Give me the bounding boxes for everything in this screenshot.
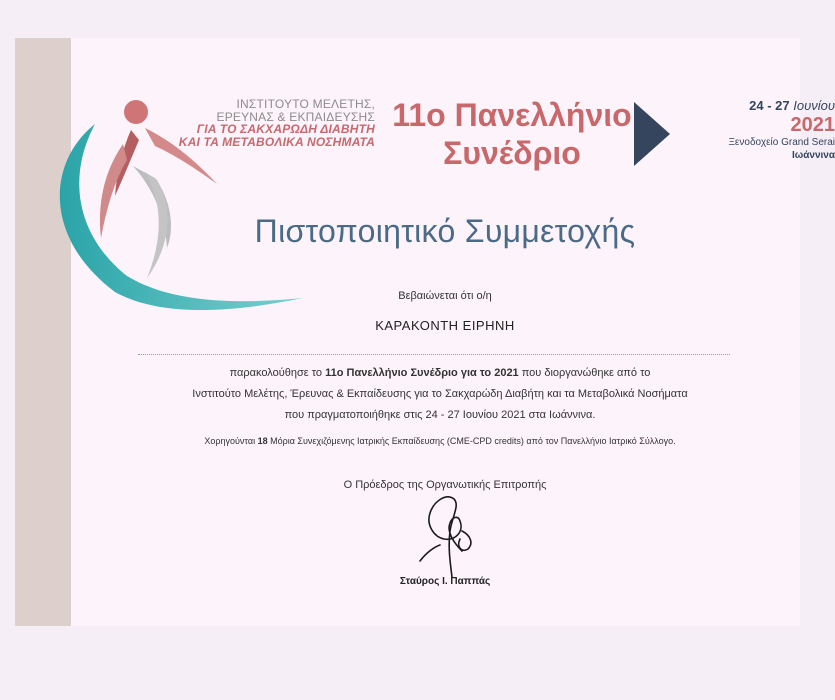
institute-line-4: ΚΑΙ ΤΑ ΜΕΤΑΒΟΛΙΚΑ ΝΟΣΗΜΑΤΑ [178, 134, 375, 149]
conference-title [387, 96, 637, 172]
signature-icon [400, 491, 490, 579]
play-arrow-icon [634, 102, 670, 166]
certificate [15, 38, 835, 626]
conference-date-block [675, 98, 835, 162]
certify-text: Βεβαιώνεται ότι ο/η [398, 290, 492, 302]
credits-text [115, 436, 765, 446]
body-pre: παρακολούθησε το [229, 367, 326, 379]
credits-count: 18 [257, 436, 268, 446]
conference-venue: Ξενοδοχείο Grand Serai [728, 137, 835, 148]
conference-month: Ιουνίου [793, 98, 835, 113]
president-role: Ο Πρόεδρος της Οργανωτικής Επιτροπής [343, 479, 547, 491]
body-post: που διοργανώθηκε από το [518, 367, 651, 379]
credits-post: Μόρια Συνεχιζόμενης Ιατρικής Εκπαίδευσης (CME-CPD credits) από τον Πανελλήνιο Ιατρικό Σύλλογο. [267, 436, 676, 446]
institute-line-1: ΙΝΣΤΙΤΟΥΤΟ ΜΕΛΕΤΗΣ, [236, 97, 375, 111]
body-bold: 11ο Πανελλήνιο Συνέδριο για το 2021 [325, 367, 519, 379]
conference-title-line-1: 11ο Πανελλήνιο [392, 97, 632, 133]
president-name: Σταύρος Ι. Παππάς [399, 576, 491, 587]
institute-name [135, 98, 375, 148]
body-line-3: που πραγματοποιήθηκε στις 24 - 27 Ιουνίου 2021 στα Ιωάννινα. [284, 409, 596, 421]
conference-days: 24 - 27 [749, 98, 790, 113]
conference-dates [675, 98, 835, 114]
recipient-name: ΚΑΡΑΚΟΝΤΗ ΕΙΡΗΝΗ [375, 318, 515, 333]
body-line-1 [115, 363, 765, 384]
credits-pre: Χορηγούνται [204, 436, 258, 446]
certificate-title: Πιστοποιητικό Συμμετοχής [254, 213, 636, 249]
body-line-2: Ινστιτούτο Μελέτης, Έρευνας & Εκπαίδευσης για το Σακχαρώδη Διαβήτη και τα Μεταβολικά Νοσήματα [192, 388, 688, 400]
conference-city: Ιωάννινα [792, 150, 835, 161]
conference-title-line-2: Συνέδριο [443, 135, 581, 171]
institute-line-3: ΓΙΑ ΤΟ ΣΑΚΧΑΡΩΔΗ ΔΙΑΒΗΤΗ [196, 122, 375, 136]
certificate-body [115, 363, 765, 426]
institute-line-2: ΕΡΕΥΝΑΣ & ΕΚΠΑΙΔΕΥΣΗΣ [216, 109, 375, 124]
dotted-divider [138, 354, 730, 355]
conference-year: 2021 [790, 114, 835, 136]
